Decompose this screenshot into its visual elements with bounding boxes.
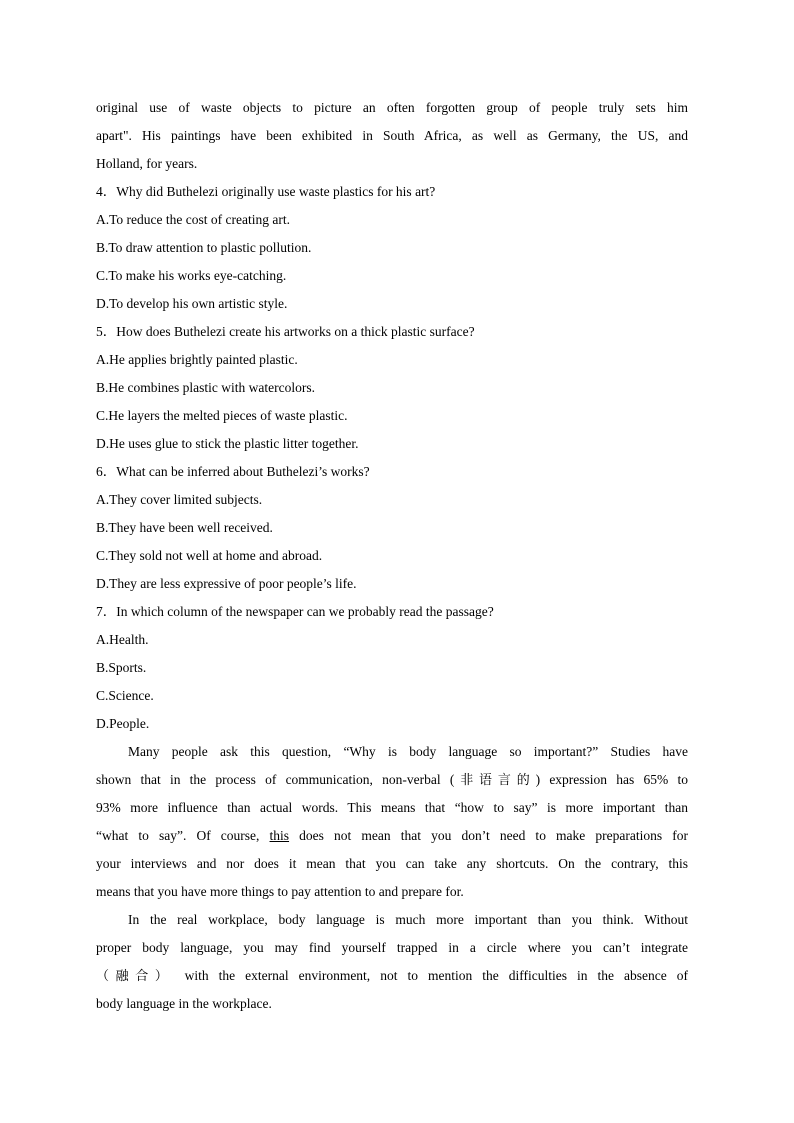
paragraph-line: 93% more influence than actual words. This means that “how to say” is more important than [96, 800, 688, 815]
option-c: C.Science. [96, 688, 154, 703]
underlined-word: this [269, 828, 290, 843]
text-segment: “what to say”. Of course, [96, 828, 270, 843]
option-c: C.He layers the melted pieces of waste plastic. [96, 408, 348, 423]
option-c: C.To make his works eye-catching. [96, 268, 287, 283]
option-d: D.He uses glue to stick the plastic litter together. [96, 436, 359, 451]
text-segment: shown that in the process of communication, non-verbal ( [96, 772, 455, 787]
chinese-gloss: （融合） [96, 969, 175, 984]
paragraph-line [96, 766, 688, 794]
option-d: D.People. [96, 716, 150, 731]
passage-line: Holland, for years. [96, 156, 198, 171]
question-stem: 4．Why did Buthelezi originally use waste plastics for his art? [96, 184, 436, 199]
option-d: D.They are less expressive of poor people’s life. [96, 576, 357, 591]
paragraph-line: body language in the workplace. [96, 996, 272, 1011]
document-content [96, 94, 688, 1018]
option-a: A.He applies brightly painted plastic. [96, 352, 298, 367]
passage-continued [96, 94, 688, 178]
passage-line: apart". His paintings have been exhibited in South Africa, as well as Germany, the US, and [96, 128, 688, 143]
passage2-paragraph-1 [96, 738, 688, 906]
paragraph-line: In the real workplace, body language is much more important than you think. Without [128, 912, 688, 927]
chinese-gloss: 非语言的 [454, 773, 536, 788]
paragraph-line: your interviews and nor does it mean that you can take any shortcuts. On the contrary, this [96, 856, 688, 871]
question-6 [96, 458, 688, 598]
paragraph-line: means that you have more things to pay attention to and prepare for. [96, 884, 464, 899]
question-stem: 5．How does Buthelezi create his artworks on a thick plastic surface? [96, 324, 475, 339]
option-a: A.To reduce the cost of creating art. [96, 212, 290, 227]
passage2-paragraph-2 [96, 906, 688, 1018]
option-b: B.To draw attention to plastic pollution. [96, 240, 312, 255]
option-b: B.Sports. [96, 660, 147, 675]
paragraph-line [96, 822, 688, 850]
question-5 [96, 318, 688, 458]
option-a: A.They cover limited subjects. [96, 492, 263, 507]
text-segment: does not mean that you don’t need to make preparations for [289, 828, 688, 843]
paragraph-line [96, 962, 688, 990]
question-4 [96, 178, 688, 318]
option-c: C.They sold not well at home and abroad. [96, 548, 323, 563]
text-segment: ) expression has 65% to [535, 772, 688, 787]
question-stem: 6．What can be inferred about Buthelezi’s works? [96, 464, 370, 479]
question-stem: 7．In which column of the newspaper can we probably read the passage? [96, 604, 494, 619]
option-a: A.Health. [96, 632, 149, 647]
text-segment: with the external environment, not to mention the difficulties in the absence of [174, 968, 688, 983]
paragraph-line: proper body language, you may find yourself trapped in a circle where you can’t integrate [96, 940, 688, 955]
option-d: D.To develop his own artistic style. [96, 296, 288, 311]
option-b: B.They have been well received. [96, 520, 273, 535]
option-b: B.He combines plastic with watercolors. [96, 380, 315, 395]
paragraph-line: Many people ask this question, “Why is body language so important?” Studies have [128, 744, 688, 759]
question-7 [96, 598, 688, 738]
passage-line: original use of waste objects to picture an often forgotten group of people truly sets him [96, 100, 688, 115]
